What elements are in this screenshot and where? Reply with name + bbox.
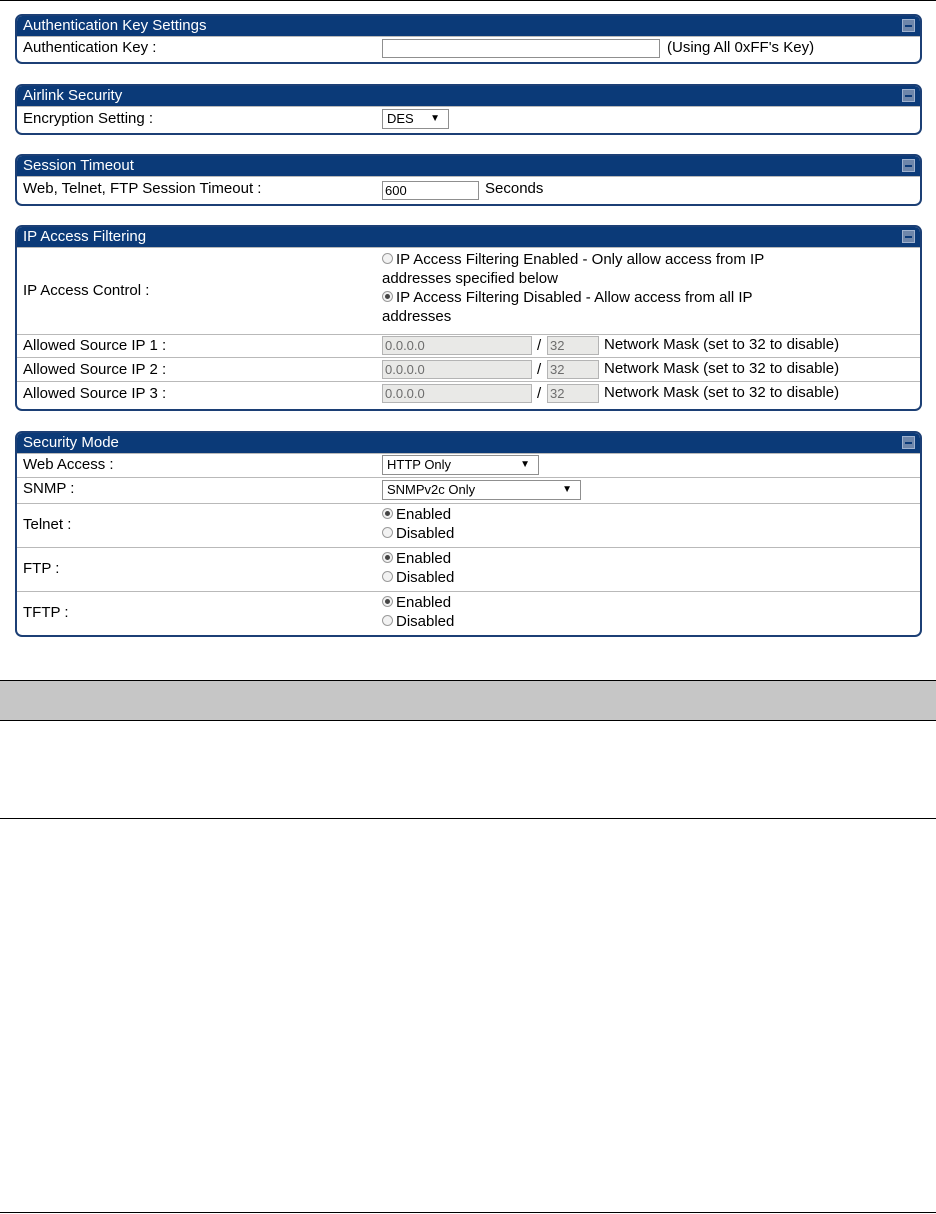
network-mask-note: Network Mask (set to 32 to disable)	[604, 360, 840, 377]
tftp-label: TFTP :	[23, 604, 69, 621]
auth-key-note: (Using All 0xFF's Key)	[667, 39, 815, 56]
web-access-select[interactable]	[382, 455, 539, 475]
telnet-disabled-option[interactable]	[382, 524, 454, 543]
table-row-divider	[0, 818, 936, 819]
panel-header	[17, 227, 920, 247]
table-bottom-rule	[0, 1212, 936, 1213]
encryption-row	[17, 106, 920, 132]
minimize-icon[interactable]	[902, 19, 915, 32]
web-access-row	[17, 453, 920, 477]
session-timeout-input[interactable]: 600	[382, 181, 479, 200]
snmp-label: SNMP :	[23, 480, 75, 497]
ftp-options	[382, 549, 454, 587]
page-top-rule	[0, 0, 936, 1]
panel-title: IP Access Filtering	[23, 228, 147, 245]
minimize-icon[interactable]	[902, 159, 915, 172]
telnet-disabled-text: Disabled	[396, 525, 455, 542]
panel-title: Authentication Key Settings	[23, 17, 207, 34]
ip-mask-separator: /	[537, 361, 542, 378]
dropdown-arrow-icon: ▼	[430, 113, 440, 124]
allowed-source-ip-row	[17, 357, 920, 381]
radio-telnet-disabled[interactable]	[382, 527, 393, 538]
ip-filter-disabled-text-cont: addresses	[382, 308, 452, 325]
ip-filter-enabled-text-cont: addresses specified below	[382, 270, 558, 287]
tftp-disabled-text: Disabled	[396, 613, 455, 630]
ip-filter-enabled-option[interactable]	[382, 250, 902, 269]
allowed-source-ip-row	[17, 381, 920, 405]
tftp-enabled-option[interactable]	[382, 593, 454, 612]
auth-key-row	[17, 36, 920, 61]
snmp-select-value: SNMPv2c Only	[387, 482, 476, 497]
allowed-source-ip-input[interactable]: 0.0.0.0	[382, 360, 532, 379]
allowed-source-ip-row	[17, 334, 920, 357]
minimize-icon[interactable]	[902, 89, 915, 102]
tftp-row	[17, 591, 920, 636]
dropdown-arrow-icon: ▼	[562, 484, 572, 495]
ftp-enabled-option[interactable]	[382, 549, 454, 568]
web-access-label: Web Access :	[23, 456, 114, 473]
radio-telnet-enabled[interactable]	[382, 508, 393, 519]
network-mask-note: Network Mask (set to 32 to disable)	[604, 336, 840, 353]
radio-ftp-disabled[interactable]	[382, 571, 393, 582]
ip-filter-enabled-text: IP Access Filtering Enabled - Only allow access from IP	[396, 251, 765, 268]
network-mask-input[interactable]: 32	[547, 336, 599, 355]
telnet-row	[17, 503, 920, 547]
minimize-icon[interactable]	[902, 230, 915, 243]
ip-access-filtering-panel	[15, 225, 922, 411]
telnet-options	[382, 505, 454, 543]
ip-access-control-row	[17, 247, 920, 334]
ftp-label: FTP :	[23, 560, 60, 577]
authentication-key-panel	[15, 14, 922, 64]
ip-filter-disabled-option[interactable]	[382, 288, 902, 307]
encryption-select-value: DES	[387, 111, 414, 126]
allowed-source-ip-label: Allowed Source IP 2 :	[23, 361, 167, 378]
network-mask-input[interactable]: 32	[547, 360, 599, 379]
minimize-icon[interactable]	[902, 436, 915, 449]
ip-access-control-options	[382, 250, 902, 326]
radio-ip-filter-disabled[interactable]	[382, 291, 393, 302]
telnet-enabled-option[interactable]	[382, 505, 454, 524]
encryption-select[interactable]	[382, 109, 449, 129]
panel-header	[17, 86, 920, 106]
security-mode-panel	[15, 431, 922, 637]
ftp-disabled-text: Disabled	[396, 569, 455, 586]
panel-header	[17, 433, 920, 453]
auth-key-label: Authentication Key :	[23, 39, 157, 56]
snmp-row	[17, 477, 920, 503]
ip-access-control-label: IP Access Control :	[23, 282, 150, 299]
allowed-source-ip-label: Allowed Source IP 1 :	[23, 337, 167, 354]
session-timeout-unit: Seconds	[485, 180, 544, 197]
session-timeout-panel	[15, 154, 922, 206]
encryption-label: Encryption Setting :	[23, 110, 154, 127]
ftp-disabled-option[interactable]	[382, 568, 454, 587]
telnet-label: Telnet :	[23, 516, 72, 533]
panel-title: Security Mode	[23, 434, 119, 451]
allowed-source-ip-input[interactable]: 0.0.0.0	[382, 384, 532, 403]
allowed-source-ip-label: Allowed Source IP 3 :	[23, 385, 167, 402]
session-timeout-row	[17, 176, 920, 203]
network-mask-input[interactable]: 32	[547, 384, 599, 403]
web-access-select-value: HTTP Only	[387, 457, 452, 472]
panel-header	[17, 156, 920, 176]
auth-key-input[interactable]	[382, 39, 660, 58]
tftp-enabled-text: Enabled	[396, 594, 452, 611]
table-header-row	[0, 680, 936, 721]
ip-mask-separator: /	[537, 385, 542, 402]
allowed-source-ip-input[interactable]: 0.0.0.0	[382, 336, 532, 355]
tftp-disabled-option[interactable]	[382, 612, 454, 631]
radio-tftp-disabled[interactable]	[382, 615, 393, 626]
snmp-select[interactable]	[382, 480, 581, 500]
panel-header	[17, 16, 920, 36]
ftp-row	[17, 547, 920, 591]
tftp-options	[382, 593, 454, 631]
network-mask-note: Network Mask (set to 32 to disable)	[604, 384, 840, 401]
panel-title: Airlink Security	[23, 87, 123, 104]
telnet-enabled-text: Enabled	[396, 506, 452, 523]
session-timeout-label: Web, Telnet, FTP Session Timeout :	[23, 180, 262, 197]
panel-title: Session Timeout	[23, 157, 134, 174]
ip-mask-separator: /	[537, 337, 542, 354]
radio-ip-filter-enabled[interactable]	[382, 253, 393, 264]
ftp-enabled-text: Enabled	[396, 550, 452, 567]
ip-filter-disabled-text: IP Access Filtering Disabled - Allow access from all IP	[396, 289, 753, 306]
airlink-security-panel	[15, 84, 922, 135]
radio-tftp-enabled[interactable]	[382, 596, 393, 607]
radio-ftp-enabled[interactable]	[382, 552, 393, 563]
dropdown-arrow-icon: ▼	[520, 459, 530, 470]
